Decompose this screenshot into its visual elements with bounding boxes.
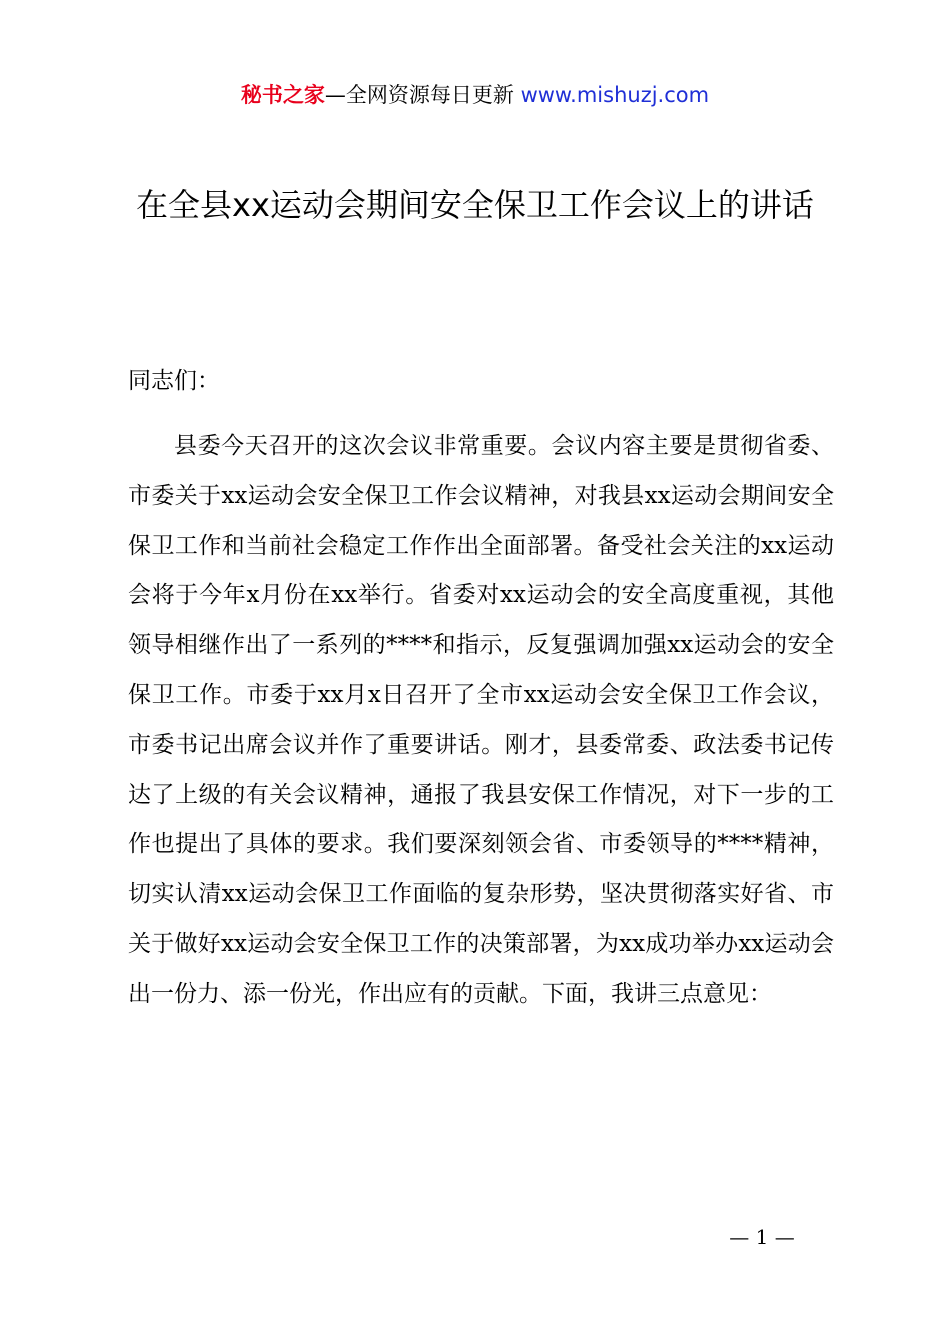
site-header <box>0 80 950 110</box>
greeting: 同志们： <box>128 368 220 394</box>
brand-name: 秘书之家 <box>240 83 325 107</box>
document-title: 在全县xx运动会期间安全保卫工作会议上的讲话 <box>136 186 814 224</box>
page-number: — 1 — <box>729 1225 795 1249</box>
header-tagline: —全网资源每日更新 <box>324 83 521 107</box>
header-url-link[interactable]: www.mishuzj.com <box>520 83 710 107</box>
body-paragraph: 县委今天召开的这次会议非常重要。会议内容主要是贯彻省委、市委关于xx运动会安全保卫工作会议精神，对我县xx运动会期间安全保卫工作和当前社会稳定工作作出全面部署。备受社会关注的xx运动会将于今年x月份在xx举行。省委对xx运动会的安全高度重视，其他领导相继作出了一系列的****和指示，反复强调加强xx运动会的安全保卫工作。市委于xx月x日召开了全市xx运动会安全保卫工作会议，市委书记出席会议并作了重要讲话。刚才，县委常委、政法委书记传达了上级的有关会议精神，通报了我县安保工作情况，对下一步的工作也提出了具体的要求。我们要深刻领会省、市委领导的****精神，切实认清xx运动会保卫工作面临的复杂形势，坚决贯彻落实好省、市关于做好xx运动会安全保卫工作的决策部署，为xx成功举办xx运动会出一份力、添一份光，作出应有的贡献。下面，我讲三点意见： <box>128 433 834 1007</box>
